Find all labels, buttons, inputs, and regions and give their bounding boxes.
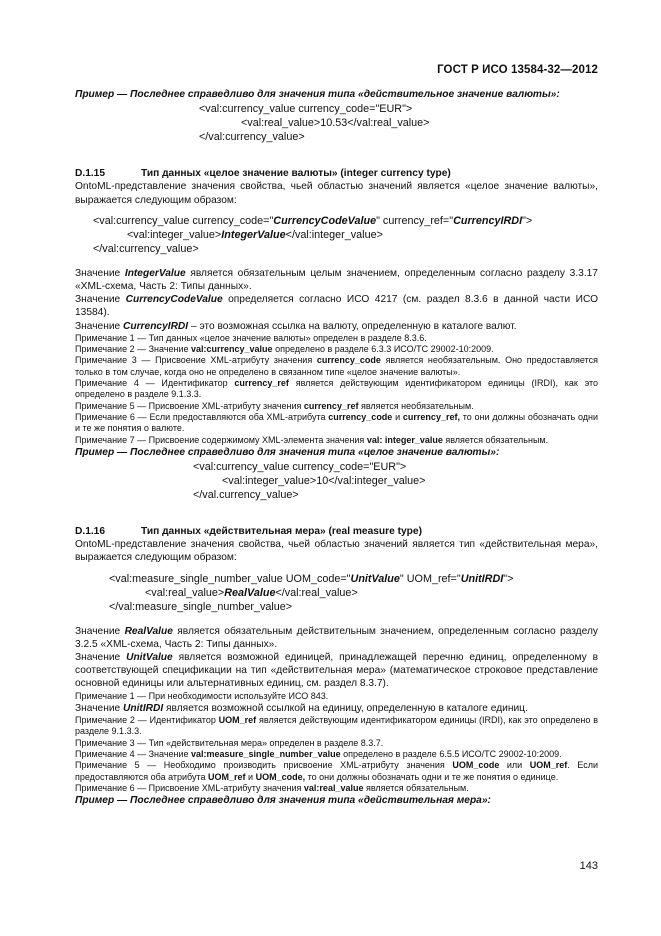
note: Примечание 6 — Если предоставляются оба XML-атрибута currency_code и currency_ref, то они должны обозначать одни и те же понятия о валюте. <box>75 411 599 434</box>
code-line: <val:integer_value>10</val:integer_value> <box>222 475 426 487</box>
note: Примечание 2 — Идентификатор UOM_ref является действующим идентификатором единицы (IRDI), как это определено в разделе 9.1.3.3. <box>75 715 598 737</box>
note: Примечание 6 — Присвоение XML-атрибуту значения val:real_value является обязательным. <box>75 782 469 793</box>
paragraph: Значение CurrencyCodeValue определяется согласно ИСО 4217 (см. раздел 8.3.6 в данной части ИСО 13584). <box>75 294 599 319</box>
paragraph: Значение RealValue является обязательным действительным значением, определенным согласно разделу 3.2.5 «XML-схема, Часть 2: Типы данных». <box>75 625 598 650</box>
note: Примечание 3 — Присвоение XML-атрибуту значения currency_code является необязательным. Оно предоставляется только в том случае, когда оно не определено в связанном типе «целое значение валюты». <box>75 355 598 377</box>
section-heading <box>75 525 598 538</box>
code-line: </val:measure_single_number_value> <box>109 600 293 613</box>
paragraph: Значение CurrencyIRDI – это возможная ссылка на валюту, определенную в каталоге валют. <box>75 320 517 332</box>
note: Примечание 3 — Тип «действительная мера» определен в разделе 8.3.7. <box>75 737 384 748</box>
section-title: Тип данных «целое значение валюты» (integer currency type) <box>141 168 451 180</box>
code-line: <val:real_value>RealValue</val:real_value> <box>145 586 358 599</box>
note: Примечание 4 — Идентификатор currency_ref является действующим идентификатором единицы (IRDI), как это определено в разделе 9.1.3.3. <box>75 378 598 400</box>
section-title: Тип данных «действительная мера» (real measure type) <box>141 526 422 537</box>
paragraph: Значение IntegerValue является обязательным целым значением, определенным согласно разделу 3.3.17 «XML-схема, Часть 2: Типы данных». <box>75 267 598 293</box>
code-line: </val:currency_value> <box>93 242 199 255</box>
page-number: 143 <box>579 860 598 872</box>
code-line: <val:currency_value currency_code="EUR"> <box>199 103 413 116</box>
code-line: <val:measure_single_number_value UOM_code="UnitValue" UOM_ref="UnitIRDI"> <box>109 572 514 585</box>
note: Примечание 5 — Присвоение XML-атрибуту значения currency_ref является необязательным. <box>75 400 474 411</box>
code-line: <val:integer_value>IntegerValue</val:integer_value> <box>127 228 383 241</box>
code-line: <val:currency_value currency_code="CurrencyCodeValue" currency_ref="CurrencyIRDI"> <box>93 214 533 227</box>
note: Примечание 4 — Значение val:measure_single_number_value определено в разделе 6.5.5 ИСО/ТС 29002-10:2009. <box>75 749 562 760</box>
paragraph: OntoML-представление значения свойства, чьей областью значений является «целое значение валюты», выражается следующим образом: <box>75 181 598 206</box>
note: Примечание 1 — При необходимости используйте ИСО 843. <box>75 690 329 701</box>
paragraph: Значение UnitIRDI является возможной ссылкой на единицу, определенную в каталоге единиц. <box>75 702 528 714</box>
page-content <box>75 88 598 807</box>
note: Примечание 1 — Тип данных «целое значение валюты» определен в разделе 8.3.6. <box>75 332 427 343</box>
example-caption: Пример — Последнее справедливо для значения типа «целое значение валюты»: <box>75 446 500 458</box>
section-number: D.1.15 <box>75 168 106 180</box>
note: Примечание 2 — Значение val:currency_value определено в разделе 6.3.3 ИСО/ТС 29002-10:2009. <box>75 344 494 355</box>
code-line: </val.currency_value> <box>193 489 299 501</box>
section-number: D.1.16 <box>75 526 106 537</box>
example-caption: Пример — Последнее справедливо для значения типа «действительная мера»: <box>75 795 491 807</box>
page-header: ГОСТ Р ИСО 13584-32—2012 <box>437 64 598 76</box>
note: Примечание 7 — Присвоение содержимому XML-элемента значения val: integer_value является обязательным. <box>75 434 549 445</box>
code-line: </val:currency_value> <box>199 131 305 144</box>
code-line: <val:real_value>10.53</val:real_value> <box>241 117 430 130</box>
section-heading <box>75 167 598 180</box>
example-caption: Пример — Последнее справедливо для значения типа «действительное значение валюты»: <box>75 89 560 100</box>
paragraph: OntoML-представление значения свойства, чьей областью значений является тип «действительная мера», выражается следующим образом: <box>75 539 598 564</box>
paragraph: Значение UnitValue является возможной единицей, принадлежащей перечню единиц, определенному в соответствующей спецификации на тип «действительная мера» (математическое строковое представление основной единицы или альтернативных единиц, см. раздел 8.3.7). <box>75 652 598 690</box>
note: Примечание 5 — Необходимо производить присвоение XML-атрибуту значения UOM_code или UOM_ref. Если предоставляются оба атрибута UOM_ref и UOM_code, то они должны обозначать одни и те же понятия о единице. <box>75 760 599 782</box>
code-line: <val:currency_value currency_code="EUR"> <box>193 461 407 473</box>
